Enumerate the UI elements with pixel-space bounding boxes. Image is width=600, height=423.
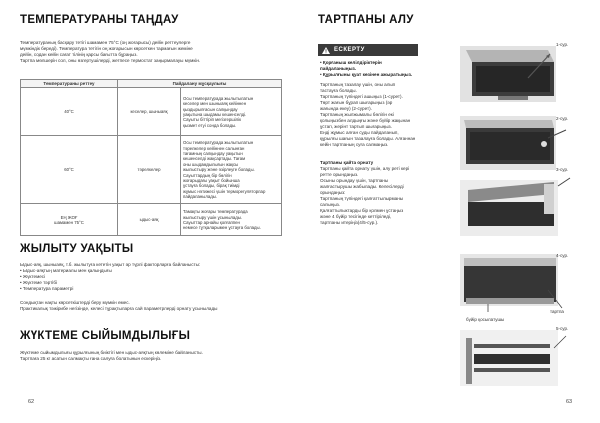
heading-temperature-selection: ТЕМПЕРАТУРАНЫ ТАҢДАУ (20, 14, 179, 26)
subheading-reinstall: Тартпаны қайта орнату (320, 160, 374, 165)
intro-line: мүмкіндік береді). Температура тетігін оң жоғарысын көрсеткен тармағын жеміне (20, 46, 193, 51)
caption-side-connector: бүйір қосылатушы (466, 317, 505, 322)
body-line: тастауға болады. (320, 88, 357, 93)
row-description (181, 204, 282, 236)
row-description (181, 136, 282, 204)
desc-line: немесе тұтқаларымен ұстауға болады. (183, 225, 261, 231)
heating-intro: Ыдыс-аяқ, шыныаяқ, т.б. жылытуға кететін уақыт әр түрлі факторларға байланысты: (20, 262, 201, 267)
warning-bullets (320, 60, 440, 78)
caption-fig-3: 3-сур. (556, 167, 569, 172)
desc-line: оны шыдамдылығын жақсы (183, 161, 239, 167)
body-line: Тартпаны қайта орнату үшін, алу реті кері (320, 166, 410, 171)
heating-note: Сондықтан нақты көрсеткіштерді беру мүмкін емес. (20, 300, 130, 305)
bullet-item: • Қорғаныш келілдіріктерін (320, 60, 382, 65)
caption-fig-4: 4-сур. (556, 253, 569, 258)
list-item: • Жүктемесі (20, 274, 46, 279)
figure-2-screws (458, 114, 578, 174)
figure-5-insert-drawer (458, 328, 578, 390)
caption-fig-5: 5-сур. (556, 326, 569, 331)
body-line: тартпаны итеріңіз(4/5-сур.). (320, 220, 379, 225)
load-text: Тартпаға 25 кг асатын салмақты ғана салуға болатынын ескеріңіз. (20, 356, 162, 361)
desc-line: Сауыттар арнайы қолғаппен (183, 219, 240, 225)
body-line: Төрт жағын бұрап шығарыңыз (әр (320, 100, 393, 105)
temp-label: ЕҢ ЖОҒ (60, 214, 78, 220)
table-row (21, 88, 282, 136)
desc-line: кеселер мен шыныаяқ кейіннен (183, 101, 247, 107)
row-description (181, 88, 282, 136)
body-line: және 4 бүйір тесігінде кеттіріледі, (320, 214, 392, 219)
intro-line: Температураның басқару тетігі шамамен 75°C (оң жоғарысы) дейін реттеулерге (20, 40, 191, 45)
desc-line: ұстауға болады, бірақ тиімді (183, 183, 240, 189)
desc-line: кешенселді жақсартады. Тағам (183, 156, 246, 162)
reinstall-instructions (320, 160, 445, 226)
row-mode: кеселер, шыныаяқ (118, 88, 181, 136)
heading-heating-time: ЖЫЛЫТУ УАҚЫТЫ (20, 243, 134, 255)
desc-line: қыздырылғасын салқындау (183, 106, 238, 112)
body-line: Тартпаның тазалау үшін, оны алып (320, 82, 396, 87)
desc-line: Осы температурада жылытылатын (183, 95, 254, 101)
body-line: Тартпаның жылжымалы бөлігін екі (320, 112, 394, 117)
intro-line: дейін, содан кейін сағат тілінің қарсы бағытта бұраңыз. (20, 52, 138, 57)
desc-line: қызмет етуі сонда болады. (183, 122, 237, 128)
body-line: Тартпаның түпіндегі қалғаттылырманы (320, 196, 404, 201)
row-mode: тәрелкелер (118, 136, 181, 204)
temp-label-sub: шамамен 75°C (54, 219, 84, 225)
desc-line: жылыстыру үшін ұсынылады. (183, 214, 243, 220)
desc-line: Тамақты жоғары температурада (183, 209, 248, 215)
body-line: кейін тартпаның суға салмаңыз. (320, 142, 389, 147)
desc-line: жылыстыру және әзірлеуге болады. (183, 167, 255, 173)
desc-line: уақытына шыдамы кешенселді. (183, 111, 247, 117)
body-line: құрылғы шағын тазалауға болады. Алғаннан (320, 136, 416, 141)
heading-remove-drawer: ТАРТПАНЫ АЛУ (318, 14, 414, 26)
intro-line: Тартпа мөлшерін сол, оны өзгертушілерді, жетпесе термостат заңырмалауы мүмкін. (20, 58, 201, 63)
caption-fig-2: 2-сур. (556, 116, 569, 121)
body-line: жағында екеу) (2-сурет). (320, 106, 372, 111)
table-col-temperature: Температураны реттеу (21, 80, 118, 88)
body-line: Осыны орындау үшін, тартпаны (320, 178, 389, 183)
desc-line: Сауыттардың бір бөлігін (183, 172, 232, 178)
desc-line: пайдаланылады. (183, 194, 218, 200)
list-item: • Температура параметрі (20, 286, 74, 291)
warning-banner (318, 44, 418, 56)
table-header-row (21, 80, 282, 88)
bullet-item: пайдаланыңыз. (320, 66, 357, 71)
caption-drawer: тартпа (550, 309, 564, 314)
list-item: • Жүктеме тәртібі (20, 280, 57, 285)
figure-4-side-rails (458, 250, 578, 318)
row-mode: ыдыс-аяқ (118, 204, 181, 236)
body-line: салыңыз. (320, 202, 341, 207)
desc-line: Сауыты біттіріп мегізгершілік (183, 117, 241, 123)
heading-load-capacity: ЖҮКТЕМЕ СЫЙЫМДЫЛЫҒЫ (20, 330, 191, 342)
body-line: ретте орындаңыз. (320, 172, 359, 177)
temperature-intro (20, 40, 282, 64)
row-temperature: 40°C (21, 88, 118, 136)
warning-icon (322, 47, 330, 54)
row-temperature: 60°C (21, 136, 118, 204)
heating-section (20, 262, 282, 312)
desc-line: жоғарыдағы уақыт бойынша (183, 178, 240, 184)
body-line: Енді жұмыс алған суды пайдаланып, (320, 130, 399, 135)
body-line: Тартпаның түпіндегі ашыңыз (1-сурет). (320, 94, 403, 99)
table-col-usage: Пайдалану мұсқаулығы (118, 80, 282, 88)
removal-instructions (320, 82, 445, 148)
desc-line: тағамның салқындау уақытын (183, 150, 243, 156)
bullet-item: • Құрылғыны қуат көзінен ажыратыңыз. (320, 72, 413, 77)
page-number-right: 63 (566, 399, 573, 405)
figure-3-lift-drawer (458, 176, 578, 240)
table-row (21, 136, 282, 204)
page-number-left: 62 (28, 399, 35, 405)
body-line: қолыңызбен алдыңғы және бүйір жақынан (320, 118, 411, 123)
figure-1-drawer-open (458, 40, 578, 108)
load-text: Жүктеме сыйымдылығы құрылғының биіктігі мен ыдыс-аяқтың көлеміне байланысты. (20, 350, 203, 355)
body-line: орындаңыз: (320, 190, 346, 195)
heating-note: Практикалық тәжірибе негізінде, келесі тұрақтыларға сай параметрлерді орнату ұсынылады (20, 306, 218, 311)
warning-label: ЕСКЕРТУ (334, 47, 365, 53)
list-item: • Ыдыс-аяқтың материалы мен қалыңдығы (20, 268, 112, 273)
temperature-table (20, 79, 282, 236)
load-section (20, 350, 282, 362)
body-line: жалғастырушы жабылады. Келесілерді (320, 184, 404, 189)
desc-line: Осы температурада жылытылатын (183, 140, 254, 146)
body-line: ұстап, жерінт тартып шығарыңыз. (320, 124, 392, 129)
table-row (21, 204, 282, 236)
body-line: Қалғаттылыктарды бір қолмен ұстаңыз (320, 208, 404, 213)
desc-line: жұмыс нәтижесі үшін терморегуляторлар (183, 188, 266, 194)
row-temperature (21, 204, 118, 236)
caption-fig-1: 1-сур. (556, 42, 569, 47)
desc-line: тәрелкелер кейіннен салынған (183, 145, 245, 151)
